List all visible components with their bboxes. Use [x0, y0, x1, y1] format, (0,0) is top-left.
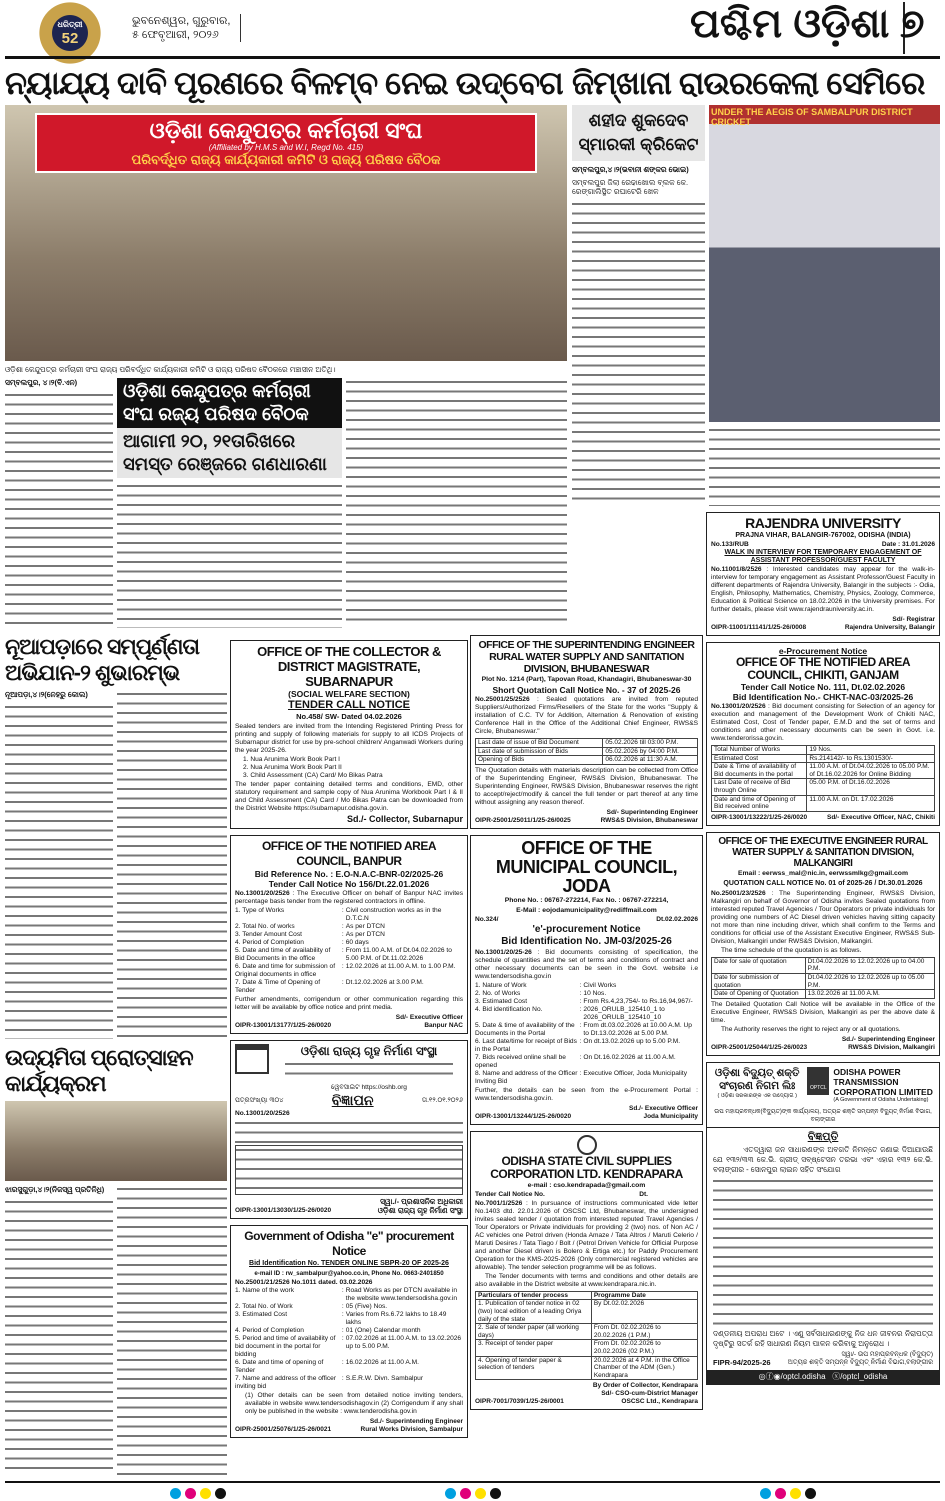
udyam-story — [5, 1045, 227, 1475]
item-value: On dt.13.02.2026 up to 5.00 P.M. — [583, 1037, 681, 1045]
item-value: From dt.03.02.2026 at 10.00 A.M. Up to Dt.13.02.2026 at 5.00 P.M. — [583, 1021, 692, 1037]
table-cell-value: Dt.04.02.2026 to 12.02.2026 up to 05.00 P.M. — [805, 973, 934, 989]
table-cell-label: Last Date of receive of Bid through Online — [712, 779, 807, 795]
table-cell-value: 20.02.2026 at 4 P.M. in the Office Chamber of the ADM (Gen.) Kendrapara — [591, 1356, 697, 1380]
item-value: As per DTCN — [345, 931, 385, 938]
table-cell-label: Date of Opening of Quotation — [712, 990, 806, 999]
separator: : — [341, 1375, 344, 1382]
table-row — [712, 754, 935, 763]
table-row — [476, 1356, 698, 1380]
udyam-dateline: ଝାରସୁଗୁଡ଼ା,୪।୨(ନିଜସ୍ୱ ପ୍ରତିନିଧି) — [5, 1185, 105, 1194]
x-icon: ⓧ — [832, 1371, 841, 1381]
list-item — [235, 907, 463, 923]
separator: : — [579, 1037, 582, 1045]
item-value: Varies from Rs.6.72 lakhs to 18.49 lakhs — [345, 1311, 447, 1326]
masthead-rule — [5, 56, 940, 59]
cricket-subheadline: ଶହୀଦ ଶୁକଦେବ ସ୍ମାରକୀ କ୍ରିକେଟ — [572, 105, 705, 161]
schedule-table — [711, 745, 935, 812]
item-value: Executive Officer, Joda Municipality — [583, 1069, 688, 1077]
separator: : — [341, 963, 344, 970]
separator: : — [341, 1311, 344, 1318]
table-row — [476, 739, 698, 748]
item-value: Civil Works — [583, 981, 617, 989]
table-cell-value: Rs.214142/- to Rs.1301530/- — [807, 754, 935, 763]
banpur-nac-notice: OFFICE OF THE NOTIFIED AREA COUNCIL, BANPUR Bid Reference No. : E.O-N.A.C-BNR-02/2025-26 Tender Call Notice No 156/Dt.22.01.2026 No.13001/20/2526 : The Executive Officer on behalf of Banpur NAC invites percentage basis tender from the registered contractors in offline. 1. Type of Works : Civil construction works as in the D.T.C.N 2. Total No. of works : As per DTCN 3. Tender Amount Cost : As per DTCN 4. Period of Completion : 60 days 5. Date and time of availability of Bid Documents in the office : From 11.00 A.M. of Dt.04.02.2026 to 5.00 P.M. of Dt.11.02.2026 6. Date and time for submission of Original documents in office : 12.02.2026 at 11.00 A.M. to 1.00 P.M. 7. Date & Time of Opening of Tender : Dt.12.02.2026 at 3.00 P.M. Further amendments, corrigendum or other communication regarding this letter will be available by office notice and print media. OIPR-13001/13177/1/25-26/0020 Sd/- Executive Officer Banpur NAC — [230, 835, 468, 1034]
nuapada-body-col1 — [5, 703, 113, 1039]
table-cell-value: 11.00 A.M. on Dt. 17.02.2026 — [807, 795, 935, 811]
list-item — [235, 1375, 463, 1391]
table-cell-value: From Dt. 02.02.2026 to 20.02.2026 (1 P.M.) — [591, 1324, 697, 1340]
item-label: 4. Period of Completion — [235, 1327, 304, 1334]
separator: : — [341, 947, 344, 954]
table-cell-label: Date & Time of availability of Bid documents in the portal — [712, 763, 807, 779]
list-item — [235, 1327, 463, 1335]
table-cell-value: 05.02.2026 till 03:00 P.M. — [603, 739, 698, 748]
item-label: 7. Name and address of the officer inviting bid — [235, 1375, 337, 1390]
optcl-notice: ଓଡ଼ିଶା ବିଦ୍ୟୁତ୍ ଶକ୍ତି ସଂଚାରଣ ନିଗମ ଲିଃ ( ଓଡ଼ିଶା ସରକାରଙ୍କ ଏକ ଉଦ୍ୟୋଗ ) OPTCL ODISHA POWER TRANSMISSION CORPORATION LIMITED (A Government of Odisha Undertaking) ଉପ ମହାପ୍ରବନ୍ଧକ(ବିଦ୍ୟୁତ)ଙ୍କ କାର୍ଯ୍ୟାଳୟ, ଅତ୍ୟଚ୍ଚ ଶକ୍ତି ସମ୍ପନ୍ନ ବିଦ୍ୟୁତ୍ ନିର୍ମାଣ ବିଭାଗ, ବଲାଙ୍ଗୀର ବିଜ୍ଞପ୍ତି ଏତଦ୍ୱାରା ଜନ ସାଧାରଣଙ୍କ ଅବଗତି ନିମନ୍ତେ ଜଣାଇ ଦିଆଯାଉଛି ଯେ ୧୩୨/୩୩ କେ.ଭି. ଗ୍ରୀଡ୍ ସବ୍‌ଷ୍ଟେସନ ତରଭା ଏବଂ ଏହାର ୧୩୨ କେ.ଭି. ବଲାଙ୍ଗୀର - ସୋନପୁର ଲାଇନ ସହିତ ସଂଯୋଗ ଦଣ୍ଡନୀୟ ଅପରାଧ ଅଟେ । ଏଣୁ ସର୍ବସାଧାରଣଙ୍କୁ ନିଜ ଧନ ଜୀବନର ନିରାପତ୍ତା ଦୃଷ୍ଟିରୁ ସତର୍କ ରହି ସାଧାରଣ ନିୟମ ପାଳନ କରିବାକୁ ଅନୁରୋଧ । FIPR-94/2025-26 ସ୍ୱା/- ଉପ ମହାପ୍ରବନ୍ଧକ (ବିଦ୍ୟୁତ) ଅତ୍ୟଚ୍ଚ ଶକ୍ତି ସମ୍ପନ୍ନ ବିଦ୍ୟୁତ୍ ନିର୍ମାଣ ବିଭାଗ,ବଲାଙ୍ଗୀର ◎ⓕ◉/optcl.odisha ⓧ/optcl_odisha — [706, 1062, 940, 1385]
table-cell-label: 4. Opening of tender paper & selection of tenders — [476, 1356, 592, 1380]
udyam-photo — [5, 1101, 227, 1181]
table-row — [712, 779, 935, 795]
optcl-body — [713, 1177, 933, 1327]
schedule-list — [235, 1287, 463, 1391]
list-item — [235, 931, 463, 939]
table-cell-label: 3. Receipt of tender paper — [476, 1340, 592, 1356]
udyam-headline: ଉଦ୍ୟମିତା ପ୍ରୋତ୍ସାହନ କାର୍ଯ୍ୟକ୍ରମ — [5, 1045, 193, 1096]
list-item — [475, 1038, 698, 1054]
table-cell-value: 13.02.2026 at 11.00 A.M. — [805, 990, 934, 999]
list-item — [475, 982, 698, 990]
cricket-body — [572, 200, 705, 506]
separator: : — [341, 1327, 344, 1334]
item-value: From Rs.4,23,754/- to Rs.16,94,967/- — [583, 997, 693, 1005]
separator: : — [341, 1287, 344, 1294]
item-label: 3. Estimated Cost — [235, 1311, 288, 1318]
list-item — [475, 1070, 698, 1086]
table-cell-value: 19 Nos. — [807, 746, 935, 755]
table-cell-value: 05.02.2026 by 04:00 P.M. — [603, 747, 698, 756]
list-item — [475, 1022, 698, 1038]
separator: : — [341, 1303, 344, 1310]
table-cell-label: Date for sale of quotation — [712, 957, 806, 973]
udyam-body-col1 — [5, 1198, 113, 1475]
item-value: On Dt.16.02.2026 at 11.00 A.M. — [583, 1053, 676, 1061]
table-row — [712, 990, 935, 999]
table-row — [712, 957, 935, 973]
item-label: 2. Total No. of works — [235, 923, 295, 930]
item-value: 07.02.2026 at 11.00 A.M. to 13.02.2026 up to 5.00 P.M. — [345, 1335, 462, 1350]
collector-subarnapur-notice: OFFICE OF THE COLLECTOR & DISTRICT MAGISTRATE, SUBARNAPUR (SOCIAL WELFARE SECTION) TENDER CALL NOTICE No.458/ SW- Dated 04.02.2026 Sealed tenders are invited from the Intending Registered Printing Press for printing and supply of following materials for supply to all ICDS Projects of Subarnapur district for use by pre-school children/ Anganwadi Workers during the year 2025-26. 1. Nua Arunima Work Book Part I 2. Nua Arunima Work Book Part II 3. Child Assessment (CA) Card/ Mo Bikas Patra The tender paper containing detailed terms and conditions, EMD, other statutory requirement and sample copy of Nua Arunima Workbook Part I & II and Child Assessment (CA) Card / Mo Bikas Patra can be downloaded from the District Website https://subarnapur.odisha.gov.in. Sd./- Collector, Subarnapur — [230, 640, 468, 829]
item-label: 1. Nature of Work — [475, 981, 527, 989]
item-value: From 11.00 A.M. of Dt.04.02.2026 to 5.00 P.M. of Dt.11.02.2026 — [345, 947, 452, 962]
table-cell-label: Total Number of Works — [712, 746, 807, 755]
item-label: 7. Date & Time of Opening of Tender — [235, 979, 321, 994]
table-cell-label: Date and time of Opening of Bid received online — [712, 795, 807, 811]
notice-column-2 — [230, 640, 468, 1438]
cricket-story — [572, 66, 940, 506]
item-label: 6. Last date/time for receipt of Bids in the Portal — [475, 1037, 577, 1053]
separator: : — [341, 907, 344, 914]
list-item — [475, 998, 698, 1006]
item-value: 2026_ORULB_125410_1 to 2026_ORULB_125410_10 — [583, 1005, 665, 1021]
lead-body-col2 — [117, 482, 342, 628]
table-cell-label: Date for submission of quotation — [712, 973, 806, 989]
table-row — [476, 747, 698, 756]
table-cell-value: 11.00 A.M. of Dt.04.02.2026 to 05.00 P.M. of Dt.16.02.2026 for Online Bidding — [807, 763, 935, 779]
udyam-body-col2 — [117, 1185, 227, 1475]
schedule-list — [235, 907, 463, 995]
lead-story — [5, 66, 567, 628]
item-label: 6. Date and time for submission of Original documents in office — [235, 963, 336, 978]
item-value: Road Works as per DTCN available in the website www.tendersodisha.gov.in — [345, 1287, 458, 1302]
separator: : — [341, 923, 344, 930]
table-cell-label: Opening of Bids — [476, 756, 603, 765]
schedule-list — [475, 982, 698, 1086]
nuapada-story — [5, 634, 227, 1039]
table-row — [712, 973, 935, 989]
nuapada-body-col2 — [117, 690, 227, 1039]
list-item — [475, 1006, 698, 1022]
item-value: 12.02.2026 at 11.00 A.M. to 1.00 P.M. — [345, 963, 456, 970]
table-row — [712, 746, 935, 755]
table-row — [476, 756, 698, 765]
cricket-caption-body — [709, 426, 940, 506]
newspaper-logo: ଧରିତ୍ରୀ 52 — [30, 2, 110, 64]
schedule-table — [475, 1291, 698, 1381]
lead-body-col1 — [5, 391, 113, 628]
oscsc-logo — [577, 1135, 597, 1155]
table-row — [476, 1291, 698, 1300]
table-cell-value: 06.02.2026 at 11:30 A.M. — [603, 756, 698, 765]
oshb-notice: ଓଡ଼ିଶା ରାଜ୍ୟ ଗୃହ ନିର୍ମାଣ ସଂସ୍ଥା ୱେବସାଇଟ https://oshb.org ପତ୍ରସଂଖ୍ୟା ୩୦୪ ବିଜ୍ଞାପନ ତା.୧୨.୦୧.୨୦୨୬ No.13001/20/2526 OIPR-13001/13030/1/25-26/0020 ସ୍ୱା./- ପ୍ରଶାସନିକ ଅଧିକାରୀ ଓଡ଼ିଶା ରାଜ୍ୟ ଗୃହ ନିର୍ମାଣ ସଂସ୍ଥା — [230, 1040, 468, 1219]
item-label: 3. Estimated Cost — [475, 997, 528, 1005]
nuapada-dateline: ନୂଆପଡ଼ା,୪।୨(ନେହରୁ କୋଲ) — [5, 690, 88, 699]
social-icons: ◎ⓕ◉ — [758, 1371, 781, 1381]
separator: : — [579, 1053, 582, 1061]
separator: : — [579, 1005, 582, 1013]
table-cell-label: Last date of submission of Bids — [476, 747, 603, 756]
joda-municipality-notice: OFFICE OF THE MUNICIPAL COUNCIL, JODA Phone No. : 06767-272214, Fax No. : 06767-272214, E-Mail : eojodamunicipality@rediffmail.com No.324/ Dt.02.02.2026 'e'-procurement Notice Bid Identification No. JM-03/2025-26 No.13001/20/25-26 : Bid documents consisting of specification, the schedule of quantities and the set of terms and conditions of contract and other necessary documents can be seen in the Govt. website i.e www.tendersodisha.gov.in 1. Nature of Work : Civil Works 2. No. of Works : 10 Nos. 3. Estimated Cost : From Rs.4,23,754/- to Rs.16,94,967/- 4. Bid identification No. : 2026_ORULB_125410_1 to 2026_ORULB_125410_10 5. Date & time of availability of the Documents in the Portal : From dt.03.02.2026 at 10.00 A.M. Up to Dt.13.02.2026 at 5.00 P.M. 6. Last date/time for receipt of Bids in the Portal : On dt.13.02.2026 up to 5.00 P.M. 7. Bids received online shall be opened : On Dt.16.02.2026 at 11.00 A.M. 8. Name and address of the Officer Inviting Bid : Executive Officer, Joda Municipality Further, the details can be seen from the e-Procurement Portal : www.tendersodisha.gov.in. OIPR-13001/13244/1/25-26/0020 Sd./- Executive Officer Joda Municipality — [470, 835, 703, 1125]
item-value: 60 days — [345, 939, 369, 946]
table-cell-label: Last date of issue of Bid Document — [476, 739, 603, 748]
sambalpur-eprocurement-notice: Government of Odisha "e" procurement Notice Bid Identification No. TENDER ONLINE SBPR-20 OF 2025-26 e-mail ID : rw_sambalpur@yahoo.co.in, Phone No. 0663-2401850 No.25001/21/2526 No.1011 dated. 03.02.2026 1. Name of the work : Road Works as per DTCN available in the website www.tendersodisha.gov.in 2. Total No. of Work : 05 (Five) Nos. 3. Estimated Cost : Varies from Rs.6.72 lakhs to 18.49 lakhs 4. Period of Completion : 01 (One) Calendar month 5. Period and time of availability of bid document in the portal for bidding : 07.02.2026 at 11.00 A.M. to 13.02.2026 up to 5.00 P.M. 6. Date and time of opening of Tender : 16.02.2026 at 11.00 A.M. 7. Name and address of the officer inviting bid : S.E.R.W. Divn. Sambalpur (1) Other details can be seen from detailed notice inviting tenders, available in website www.tendersodishagov.in (2) Corrigendum if any shall only be published in the website : www.tenderodisha.gov.in OIPR-25001/25076/1/25-26/0021 Sd./- Superintending Engineer Rural Works Division, Sambalpur — [230, 1225, 468, 1438]
table-row — [476, 1300, 698, 1324]
table-cell-label: 2. Sale of tender paper (all working days) — [476, 1324, 592, 1340]
item-value: 16.02.2026 at 11.00 A.M. — [345, 1359, 419, 1366]
separator: : — [341, 939, 344, 946]
item-value: S.E.R.W. Divn. Sambalpur — [345, 1375, 424, 1382]
item-label: 4. Period of Completion — [235, 939, 304, 946]
table-cell-label: Particulars of tender process — [476, 1291, 592, 1300]
x-handle-link[interactable]: /optcl_odisha — [840, 1371, 888, 1381]
malkangiri-rwss-notice: OFFICE OF THE EXECUTIVE ENGINEER RURAL WATER SUPPLY & SANITATION DIVISION, MALKANGIRI Email : eerwss_mal@nic.in, eerwssmlkg@gmail.com QUOTATION CALL NOTICE No. 01 of 2025-26 / Dt.30.01.2026 No.25001/23/2526 : The Superintending Engineer, RWS&S Division, Malkangiri on behalf of Governor of Odisha invites Sealed quotations from interested reputed Travel Agencies / Tour Operators or private individuals for providing one numbers of AC Diesel driven vehicles having sitting capacity not more than nine including driver, which shall confirm to the Terms and conditions for official use of the Assistant Executive Engineer, RWS&S Sub-Division, Malkangiri under RWS&S Division, Malkangiri. The time schedule of the quotation is as follows. Date for sale of quotation Dt.04.02.2026 to 12.02.2026 up to 04.00 P.M. Date for submission of quotation Dt.04.02.2026 to 12.02.2026 up to 05.00 P.M. Date of Opening of Quotation 13.02.2026 at 11.00 A.M. The Detailed Quotation Call Notice will be available in the Office of the Executive Engineer, RWS&S Division, Malkangiri as per the above date & time. The Authority reserves the right to reject any or all quotations. OIPR-25001/25044/1/25-26/0023 Sd./- Superintending Engineer RWS&S Division, Malkangiri — [706, 832, 940, 1056]
section-title: ପଶ୍ଚିମ ଓଡ଼ିଶା — [690, 2, 905, 54]
separator: : — [579, 997, 582, 1005]
lead-dateline: ସମ୍ବଲପୁର, ୪।୨(ବି.ଏନ) — [5, 378, 78, 387]
separator: : — [579, 981, 582, 989]
table-cell-value: From Dt. 02.02.2026 to 20.02.2026 (02 P.M.) — [591, 1340, 697, 1356]
optcl-logo: OPTCL — [807, 1067, 829, 1095]
lead-caption: ଓଡ଼ିଶା କେନ୍ଦୁପତ୍ର କର୍ମଚାରୀ ସଂଘ ରାଜ୍ୟ ପରିବର୍ଦ୍ଧିତ କାର୍ଯ୍ୟକାରୀ କମିଟି ଓ ରାଜ୍ୟ ପରିଷଦ ବୈଠକରେ ମଞ୍ଚାସୀନ ଅତିଥି। — [5, 365, 336, 374]
list-item — [475, 1054, 698, 1070]
page-number: ୭ — [900, 2, 925, 46]
list-item — [475, 990, 698, 998]
cricket-dateline: ସମ୍ବଲପୁର,୪।୨(ଭବାନୀ ଶଙ୍କର ଭୋଇ) — [572, 165, 689, 175]
oscsc-kendrapara-notice: ODISHA STATE CIVIL SUPPLIES CORPORATION LTD. KENDRAPARA e-mail : cso.kendrapada@gmail.com Tender Call Notice No. Dt. No.7001/1/2526 : In pursuance of instructions communicated vide letter No.1403 dtd. 22.01.2026 of OSCSC Ltd, Bhubaneswar, the undersigned invites sealed tender / quotation from interested reputed Travel Agencies / Tour Operators or Private individuals for providing 2 (two) nos. of Non AC / AC vehicles one Petrol driven (Honda Amaze / Tata Altros / Maruti Celerio / Maruti Desires / Tata Tiago / Bolt / (Petrol Driven Vehicle for Official Purpose and another Diesel driven is Bolero & Ertiga etc.) for Paddy Procurement Operation for the KMS-2025-2026 (Only commercial registered vehicles are allowable). The tender selection programme will be as follows. The Tender documents with terms and conditions and other details are also available in the District website at www.kendrapara.nic.in. Particulars of tender process Programme Date 1. Publication of tender notice in 02 (two) local edition of a leading Oriya daily of the state By Dt.02.02.2026 2. Sale of tender paper (all working days) From Dt. 02.02.2026 to 20.02.2026 (1 P.M.) 3. Receipt of tender paper From Dt. 02.02.2026 to 20.02.2026 (02 P.M.) 4. Opening of tender paper & selection of tenders 20.02.2026 at 4 P.M. in the Office Chamber of the ADM (Gen.) Kendrapara OIPR-7001/7039/1/25-26/0001 By Order of Collector, Kendrapara Sd/- CSO-cum-District Manager OSCSC Ltd., Kendrapara — [470, 1131, 703, 1411]
color-registration-marks — [760, 1488, 816, 1499]
notice-column-4 — [706, 512, 940, 1385]
lead-headline: ନ୍ୟାଯ୍ୟ ଦାବି ପୂରଣରେ ବିଳମ୍ବ ନେଇ ଉଦ୍‌ବେଗ — [5, 65, 563, 101]
table-row — [712, 795, 935, 811]
item-value: As per DTCN — [345, 923, 385, 930]
table-cell-value: By Dt.02.02.2026 — [591, 1300, 697, 1324]
item-label: 5. Period and time of availability of bid document in the portal for bidding — [235, 1335, 336, 1358]
list-item — [235, 1311, 463, 1327]
color-registration-marks — [170, 1488, 226, 1499]
social-handle-link[interactable]: /optcl.odisha — [780, 1371, 826, 1381]
oshb-table — [235, 1145, 463, 1195]
cricket-photo: UNDER THE AEGIS OF SAMBALPUR DISTRICT CRICKET — [709, 105, 940, 422]
item-label: 6. Date and time of opening of Tender — [235, 1359, 324, 1374]
chikiti-nac-notice: e-Procurement Notice OFFICE OF THE NOTIFIED AREA COUNCIL, CHIKITI, GANJAM Tender Call Notice No. 111, Dt.02.02.2026 Bid Identification No.- CHKT-NAC-03/2025-26 No.13001/20/2526 : Bid document consisting for Selection of an agency for execution and management of the Development Work of Chikiti NAC, Estimated Cost, Cost of Tender paper, E.M.D and the set of terms and conditions and other necessary documents can be seen in Govt. i.e. www.tenderorissa.gov.in. Total Number of Works 19 Nos. Estimated Cost Rs.214142/- to Rs.1301530/- Date & Time of availability of Bid documents in the portal 11.00 A.M. of Dt.04.02.2026 to 05.00 P.M. of Dt.16.02.2026 for Online Bidding Last Date of receive of Bid through Online 05.00 P.M. of Dt.16.02.2026 Date and time of Opening of Bid received online 11.00 A.M. on Dt. 17.02.2026 OIPR-13001/13222/1/25-26/0020 Sd/- Executive Officer, NAC, Chikiti — [706, 642, 940, 826]
item-label: 3. Tender Amount Cost — [235, 931, 302, 938]
list-item — [235, 963, 463, 979]
separator: : — [579, 1021, 582, 1029]
separator: : — [579, 1069, 582, 1077]
item-label: 1. Type of Works — [235, 907, 285, 914]
list-item — [235, 923, 463, 931]
list-item — [235, 979, 463, 995]
item-value: Dt.12.02.2026 at 3.00 P.M. — [345, 979, 424, 986]
table-cell-label: Estimated Cost — [712, 754, 807, 763]
footer-rule — [5, 1481, 940, 1483]
list-item — [235, 947, 463, 963]
dateline: ଭୁବନେଶ୍ୱର, ଗୁରୁବାର, ୫ ଫେବୃଆରୀ, ୨୦୨୬ — [132, 14, 241, 42]
rwss-bhubaneswar-notice: OFFICE OF THE SUPERINTENDING ENGINEER RURAL WATER SUPPLY AND SANITATION DIVISION, BHUBANESWAR Plot No. 1214 (Part), Tapovan Road, Khandagiri, Bhubaneswar-30 Short Quotation Call Notice No. - 37 of 2025-26 No.25001/25/2526 : Sealed quotations are invited from reputed Suppliers/Authorized Firms/Resellers of the State for the works "Supply & installation of C.C. TV for Addition, Alternation & Renovation of existing Conference Hall in the Office of the Additional Chief Engineer, RWS&S Circle, Bhubaneswar." Last date of issue of Bid Document 05.02.2026 till 03:00 P.M. Last date of submission of Bids 05.02.2026 by 04:00 P.M. Opening of Bids 06.02.2026 at 11:30 A.M. The Quotation details with materials description can be collected from Office of the Superintending Engineer, RWS&S Division, Bhubaneswar. The Superintending Engineer, RWS&S Division, Bhubaneswar reserves the right to accept/reject/modify & cancel the full tender or part thereof at any time without assigning any reason thereof. OIPR-25001/25011/1/25-26/0025 Sd/- Superintending Engineer RWS&S Division, Bhubaneswar — [470, 635, 703, 829]
photo-banner: ଓଡ଼ିଶା କେନ୍ଦୁପତ୍ର କର୍ମଚାରୀ ସଂଘ (Affiliated by H.M.S and W.I, Regd No. 415) ପରିବର୍ଦ୍ଧିତ ରାଜ୍ୟ କାର୍ଯ୍ୟକାରୀ କମିଟି ଓ ରାଜ୍ୟ ପରିଷଦ ବୈଠକ — [35, 113, 537, 173]
item-label: 5. Date & time of availability of the Documents in the Portal — [475, 1021, 575, 1037]
lead-body-col3 — [346, 378, 567, 628]
table-cell-value: 05.00 P.M. of Dt.16.02.2026 — [807, 779, 935, 795]
item-label: 8. Name and address of the Officer Inviting Bid — [475, 1069, 578, 1085]
item-label: 1. Name of the work — [235, 1287, 295, 1294]
table-row — [476, 1324, 698, 1340]
separator: : — [341, 1335, 344, 1342]
item-label: 2. No. of Works — [475, 989, 521, 997]
notice-column-3 — [470, 635, 703, 1410]
list-item — [235, 1335, 463, 1359]
list-item — [235, 1287, 463, 1303]
separator: : — [341, 979, 344, 986]
table-cell-label: 1. Publication of tender notice in 02 (two) local edition of a leading Oriya daily of the state — [476, 1300, 592, 1324]
cricket-headline: ଜିମ୍‌ଖାନା ରାଉରକେଲା ସେମିରେ — [572, 65, 925, 101]
item-value: 01 (One) Calendar month — [345, 1327, 421, 1334]
color-registration-marks — [445, 1488, 501, 1499]
cricket-lead: ସମ୍ବଲପୁର ଜିଲା ରେଢାଖୋଲ ବ୍ଲକ କେ. ରେଙ୍ଗାଲିସ୍ଥିତ ରଘାଟେରି ଖେଳ — [572, 178, 689, 197]
lead-highlight-box: ଓଡ଼ିଶା କେନ୍ଦୁପତ୍ର କର୍ମଚାରୀ ସଂଘ ରଜ୍ୟ ପରିଷଦ ବୈଠକ ଆଗାମୀ ୨୦, ୨୧ତାରିଖରେ ସମସ୍ତ ରେଞ୍ଜରେ ଗଣଧାରଣା — [117, 378, 342, 478]
separator: : — [579, 989, 582, 997]
separator: : — [341, 1359, 344, 1366]
oshb-logo — [235, 1044, 269, 1074]
table-row — [476, 1340, 698, 1356]
list-item — [235, 1359, 463, 1375]
schedule-table — [711, 957, 935, 999]
separator: : — [341, 931, 344, 938]
item-label: 2. Total No. of Work — [235, 1303, 293, 1310]
item-value: Civil construction works as in the D.T.C.N — [345, 907, 442, 922]
nuapada-headline: ନୂଆପଡ଼ାରେ ସମ୍ପୂର୍ଣ୍ଣତା ଅଭିଯାନ-୨ ଶୁଭାରମ୍ଭ — [5, 634, 200, 685]
item-label: 5. Date and time of availability of Bid Documents in the office — [235, 947, 331, 962]
list-item — [235, 939, 463, 947]
item-label: 7. Bids received online shall be opened — [475, 1053, 566, 1069]
item-label: 4. Bid identification No. — [475, 1005, 543, 1013]
item-value: 05 (Five) Nos. — [345, 1303, 388, 1310]
table-cell-value: Programme Date — [591, 1291, 697, 1300]
table-cell-value: Dt.04.02.2026 to 12.02.2026 up to 04.00 P.M. — [805, 957, 934, 973]
list-item — [235, 1303, 463, 1311]
item-value: 10 Nos. — [583, 989, 607, 997]
schedule-table — [475, 738, 698, 765]
optcl-social-bar — [707, 1370, 939, 1384]
lead-photo — [5, 105, 567, 361]
table-row — [712, 763, 935, 779]
rajendra-university-notice: RAJENDRA UNIVERSITY PRAJNA VIHAR, BALANGIR-767002, ODISHA (INDIA) No.133/RUB Date : 31.01.2026 WALK IN INTERVIEW FOR TEMPORARY ENGAGEMENT OF ASSISTANT PROFESSOR/GUEST FACULTY No.11001/8/2526 : Interested candidates may appear for the walk-in-interview for temporary engagement as Assistant Professor/Guest Faculty in different departments of Rajendra University, Balangir in the subjects :- Odia, English, Philosophy, Mathematics, Chemistry, Physics, Zoology, Commerce, Education & Political Science on 18.02.2026 in the University premises. For further details, please visit www.rajendrauniversity.ac.in. OIPR-11001/11141/1/25-26/0008 Sd/- Registrar Rajendra University, Balangir — [706, 512, 940, 636]
